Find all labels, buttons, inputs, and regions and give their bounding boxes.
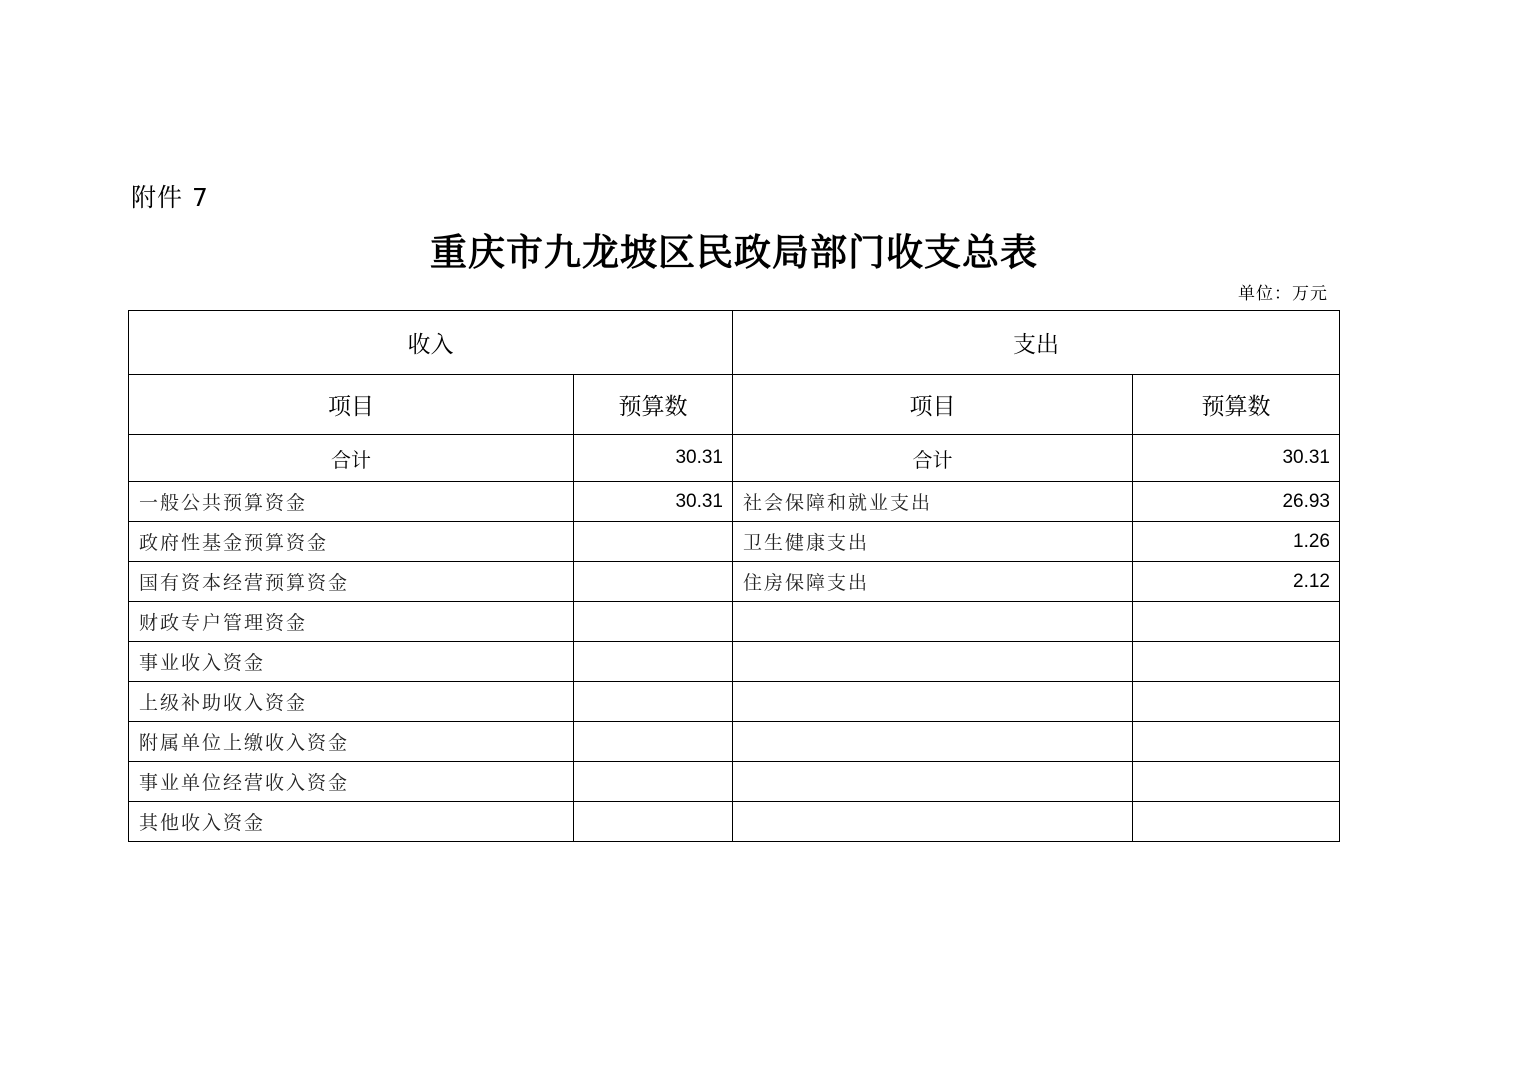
expense-value bbox=[1133, 682, 1340, 722]
expense-value bbox=[1133, 722, 1340, 762]
income-value bbox=[574, 642, 733, 682]
expense-value bbox=[1133, 602, 1340, 642]
income-item: 事业收入资金 bbox=[129, 642, 574, 682]
income-value: 30.31 bbox=[574, 482, 733, 522]
expense-value: 26.93 bbox=[1133, 482, 1340, 522]
expense-total-value: 30.31 bbox=[1133, 435, 1340, 482]
expense-item bbox=[733, 682, 1133, 722]
table-row bbox=[129, 642, 1340, 682]
income-value bbox=[574, 762, 733, 802]
expense-item bbox=[733, 722, 1133, 762]
income-item: 政府性基金预算资金 bbox=[129, 522, 574, 562]
table-row bbox=[129, 682, 1340, 722]
table-row bbox=[129, 722, 1340, 762]
table-row bbox=[129, 762, 1340, 802]
unit-label: 单位：万元 bbox=[1238, 284, 1328, 304]
page-title: 重庆市九龙坡区民政局部门收支总表 bbox=[430, 230, 1038, 274]
attachment-label: 附件 7 bbox=[131, 183, 209, 212]
expense-header: 支出 bbox=[733, 311, 1340, 375]
expense-item bbox=[733, 642, 1133, 682]
table-row bbox=[129, 562, 1340, 602]
table-row bbox=[129, 482, 1340, 522]
expense-item bbox=[733, 602, 1133, 642]
income-item: 上级补助收入资金 bbox=[129, 682, 574, 722]
income-item: 事业单位经营收入资金 bbox=[129, 762, 574, 802]
income-value bbox=[574, 602, 733, 642]
income-value bbox=[574, 802, 733, 842]
expense-total-label: 合计 bbox=[733, 435, 1133, 482]
income-total-value: 30.31 bbox=[574, 435, 733, 482]
expense-value: 1.26 bbox=[1133, 522, 1340, 562]
income-item-column-header: 项目 bbox=[129, 375, 574, 435]
expense-item bbox=[733, 802, 1133, 842]
income-header: 收入 bbox=[129, 311, 733, 375]
budget-table bbox=[128, 310, 1340, 842]
total-row bbox=[129, 435, 1340, 482]
expense-item bbox=[733, 762, 1133, 802]
table-row bbox=[129, 602, 1340, 642]
income-item: 国有资本经营预算资金 bbox=[129, 562, 574, 602]
income-item: 其他收入资金 bbox=[129, 802, 574, 842]
income-value bbox=[574, 682, 733, 722]
expense-value bbox=[1133, 762, 1340, 802]
income-value bbox=[574, 562, 733, 602]
table-row bbox=[129, 802, 1340, 842]
expense-value: 2.12 bbox=[1133, 562, 1340, 602]
expense-budget-column-header: 预算数 bbox=[1133, 375, 1340, 435]
expense-item: 卫生健康支出 bbox=[733, 522, 1133, 562]
section-header-row bbox=[129, 311, 1340, 375]
income-budget-column-header: 预算数 bbox=[574, 375, 733, 435]
expense-item: 住房保障支出 bbox=[733, 562, 1133, 602]
column-header-row bbox=[129, 375, 1340, 435]
expense-item: 社会保障和就业支出 bbox=[733, 482, 1133, 522]
income-value bbox=[574, 722, 733, 762]
income-item: 一般公共预算资金 bbox=[129, 482, 574, 522]
expense-item-column-header: 项目 bbox=[733, 375, 1133, 435]
income-total-label: 合计 bbox=[129, 435, 574, 482]
income-value bbox=[574, 522, 733, 562]
income-item: 财政专户管理资金 bbox=[129, 602, 574, 642]
expense-value bbox=[1133, 802, 1340, 842]
income-item: 附属单位上缴收入资金 bbox=[129, 722, 574, 762]
expense-value bbox=[1133, 642, 1340, 682]
table-row bbox=[129, 522, 1340, 562]
